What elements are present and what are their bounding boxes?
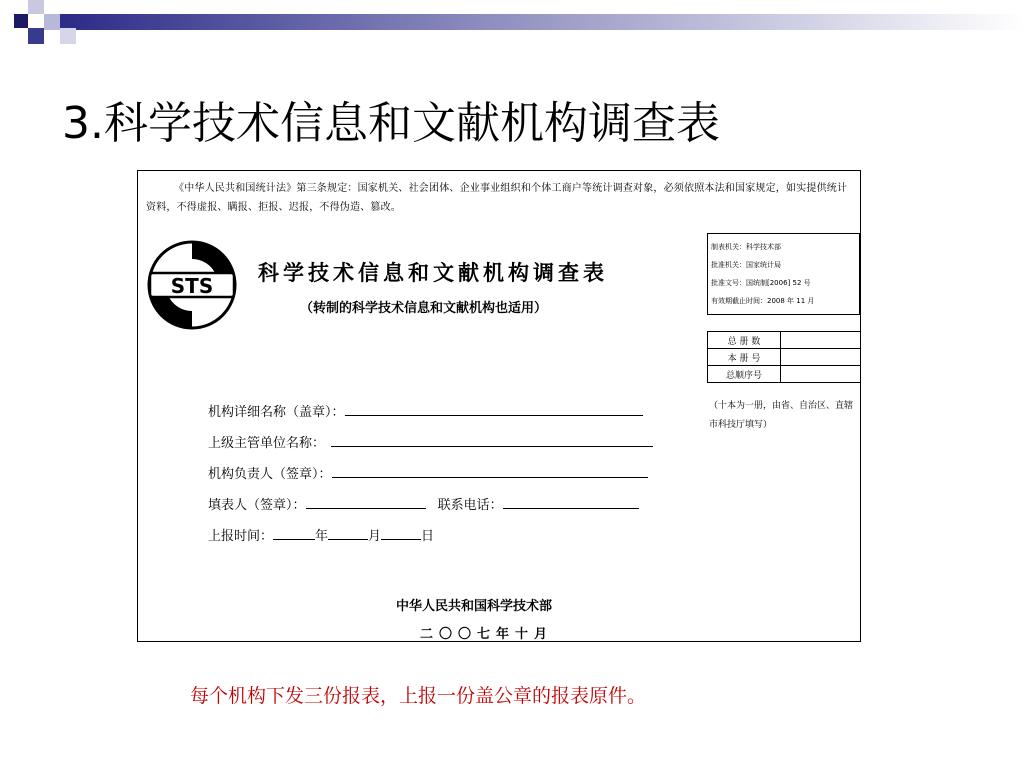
superior-line [331, 433, 653, 447]
head-label: 机构负责人（签章）： [208, 467, 332, 482]
slide-caption: 每个机构下发三份报表，上报一份盖公章的报表原件。 [190, 685, 647, 707]
head-field [208, 464, 648, 484]
survey-form-image [137, 170, 861, 642]
org-name-field [208, 402, 643, 422]
volume-cell [781, 332, 861, 349]
slide-title: 3.科学技术信息和文献机构调查表 [62, 98, 720, 149]
superior-field [208, 433, 653, 453]
month-line [328, 526, 368, 540]
table-row [708, 349, 861, 366]
form-subtitle: （转制的科学技术信息和文献机构也适用） [300, 301, 548, 316]
header-decoration [0, 0, 1024, 48]
volume-note: （十本为一册，由省、自治区、直辖市科技厅填写） [709, 401, 854, 430]
approval-line: 有效期截止时间：2008 年 11 月 [711, 297, 815, 305]
approval-box [707, 233, 860, 315]
approval-line: 批准机关：国家统计局 [711, 261, 781, 269]
sts-logo [146, 239, 238, 331]
volume-cell [781, 349, 861, 366]
filler-label: 填表人（签章）： [208, 498, 306, 513]
superior-label: 上级主管单位名称： [208, 436, 326, 451]
filler-field [208, 495, 639, 515]
approval-line: 批准文号：国统制[2006] 52 号 [711, 279, 811, 287]
volume-label: 总 册 数 [708, 332, 781, 349]
approval-line: 制表机关：科学技术部 [711, 243, 781, 251]
day-label: 日 [421, 529, 435, 544]
org-name-line [345, 402, 643, 416]
logo-text: STS [170, 274, 214, 298]
phone-line [503, 495, 639, 509]
form-title: 科学技术信息和文献机构调查表 [258, 261, 608, 285]
volume-cell [781, 366, 861, 383]
issue-date: 二〇〇七年十月 [420, 627, 554, 642]
filler-line [306, 495, 426, 509]
volume-label: 总顺序号 [708, 366, 781, 383]
phone-label: 联系电话： [437, 498, 503, 513]
report-time-label: 上报时间： [208, 529, 274, 544]
volume-table [707, 331, 861, 383]
table-row [708, 332, 861, 349]
report-time-field [208, 526, 434, 546]
statistics-law-notice: 《中华人民共和国统计法》第三条规定：国家机关、社会团体、企业事业组织和个体工商户等统计调查对象，必须依照本法和国家规定，如实提供统计资料，不得虚报、瞒报、拒报、迟报，不得伪造、篡改。 [146, 183, 848, 213]
volume-label: 本 册 号 [708, 349, 781, 366]
month-label: 月 [368, 529, 382, 544]
day-line [381, 526, 421, 540]
issuer: 中华人民共和国科学技术部 [396, 599, 553, 614]
head-line [332, 464, 648, 478]
table-row [708, 366, 861, 383]
year-line [273, 526, 315, 540]
year-label: 年 [315, 529, 329, 544]
org-name-label: 机构详细名称（盖章）： [208, 405, 345, 420]
